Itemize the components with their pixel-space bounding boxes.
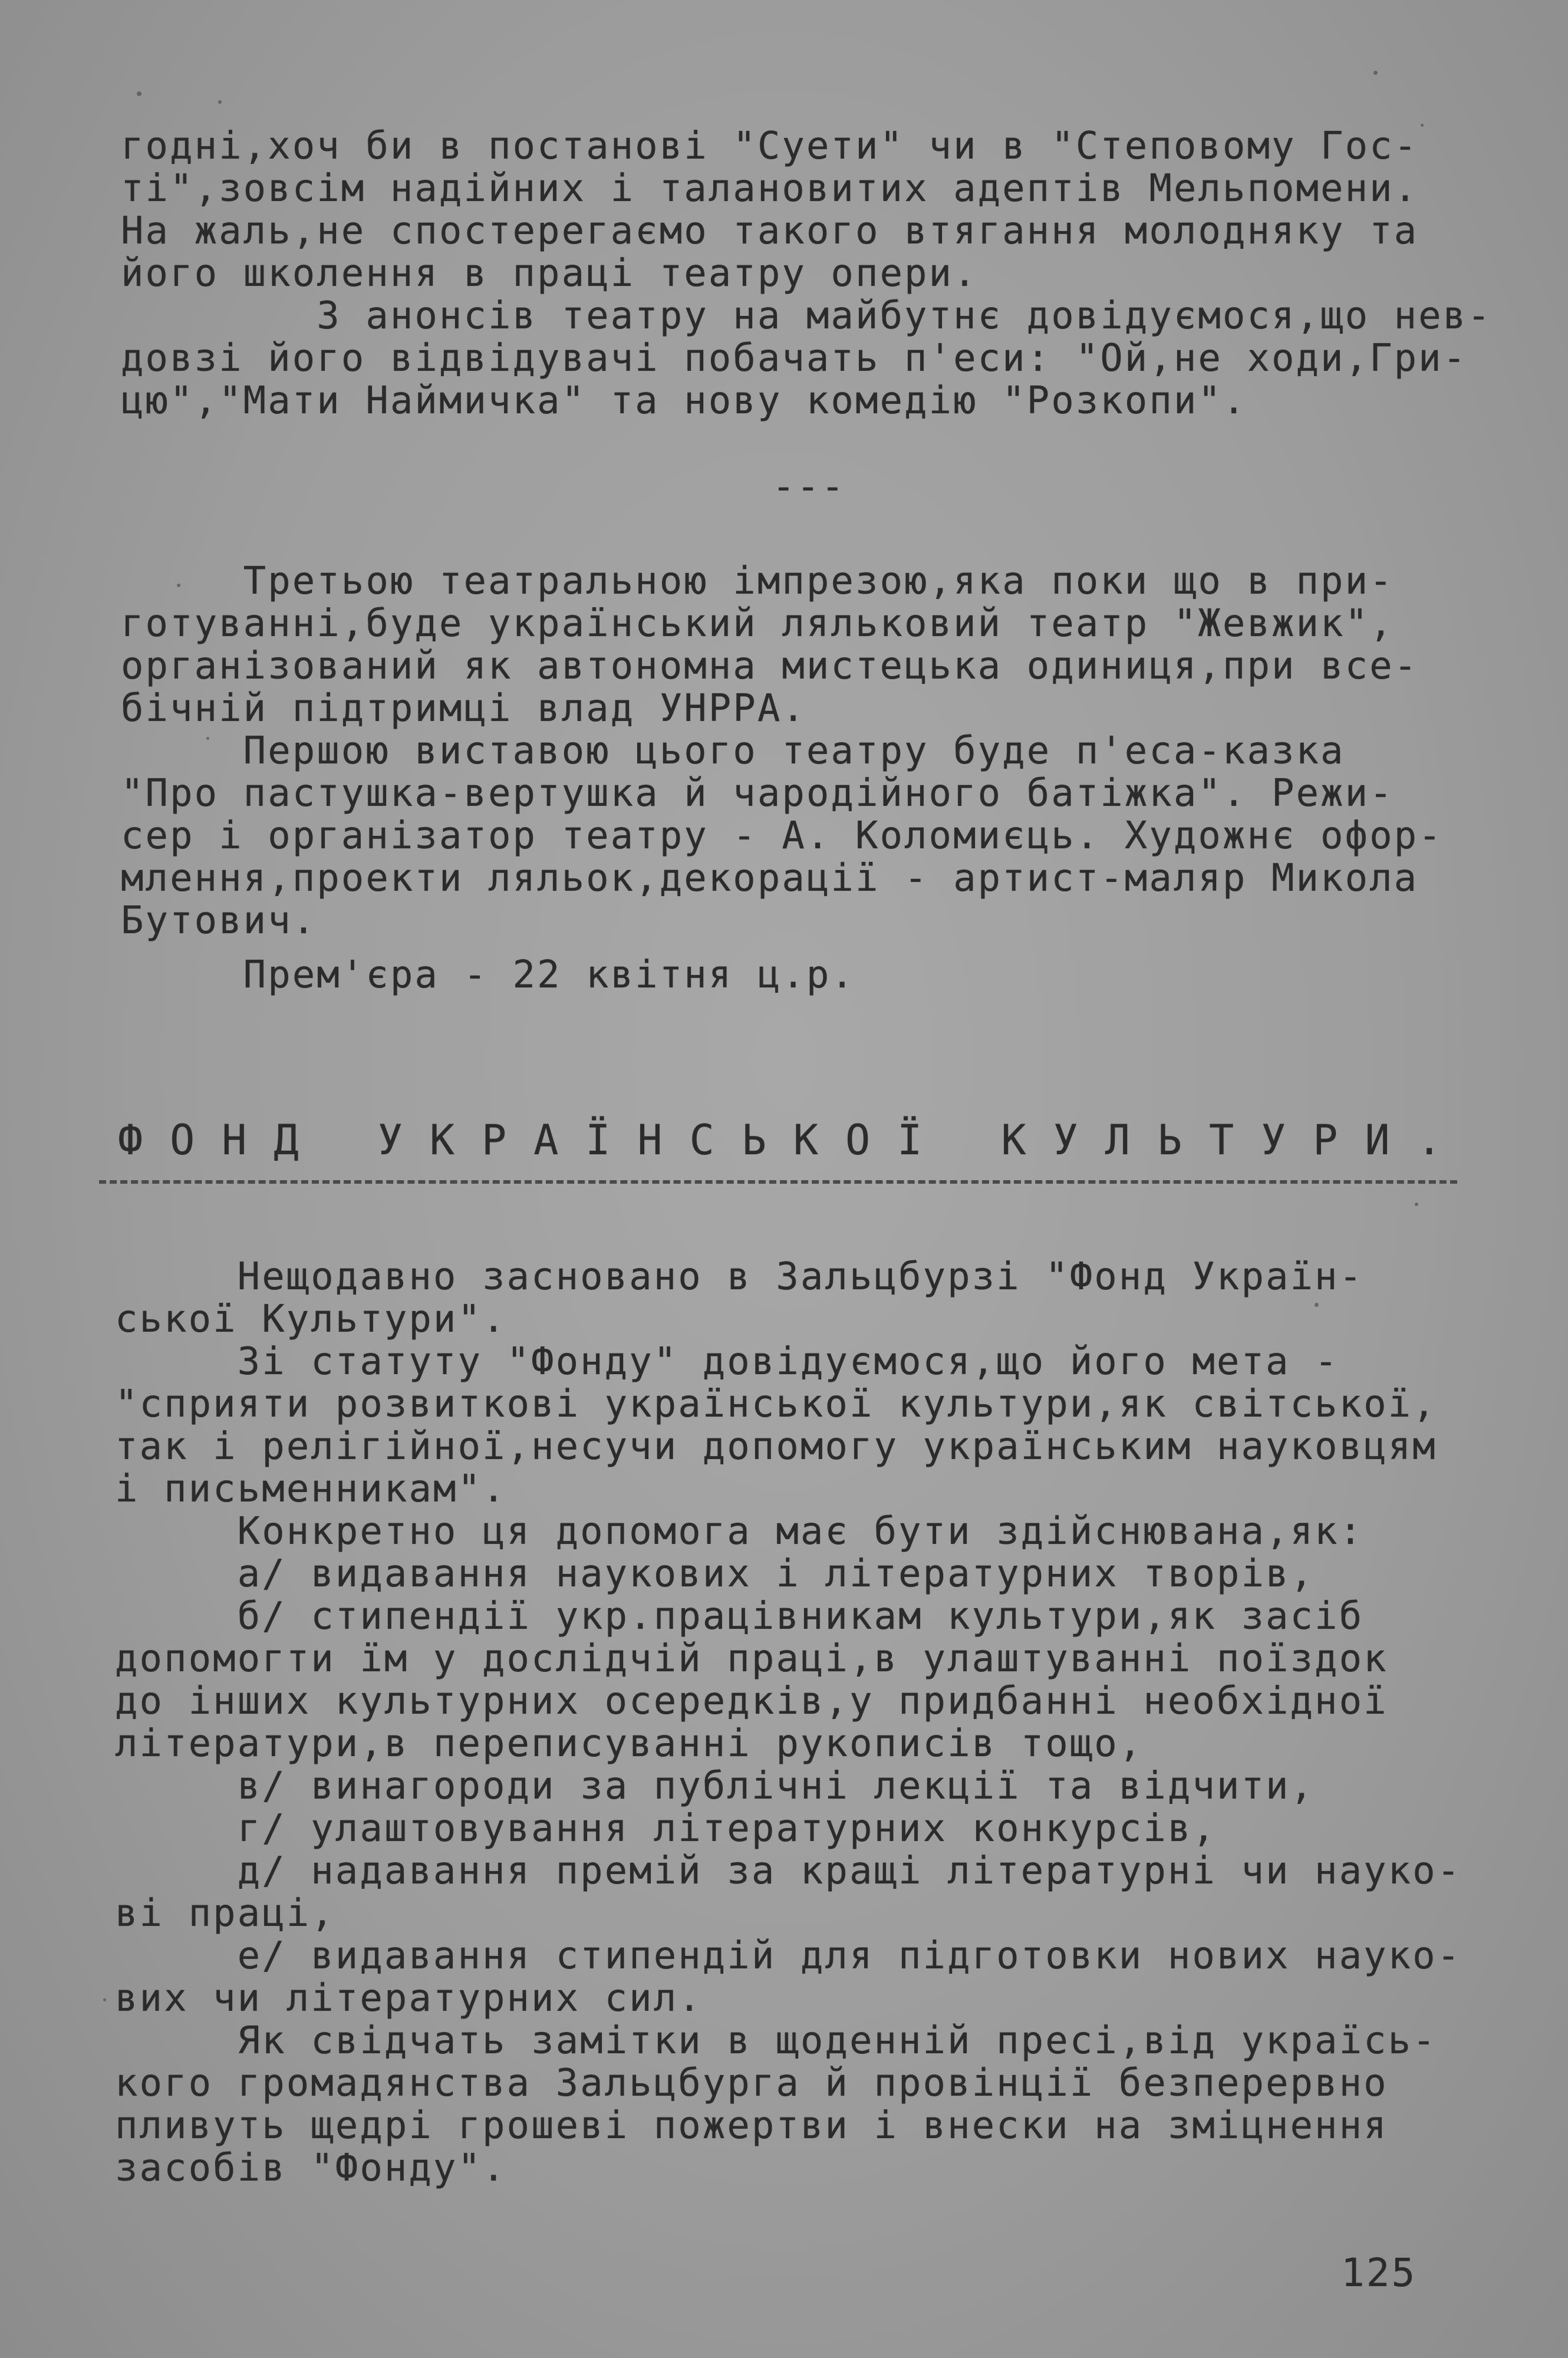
section-separator: --- xyxy=(772,465,846,509)
body-line: кого громадянства Зальцбурга й провінції безперервно xyxy=(115,2061,1388,2105)
page-number: 125 xyxy=(1341,2250,1417,2296)
body-line: Нещодавно засновано в Зальцбурзі "Фонд Україн- xyxy=(115,1255,1364,1299)
body-line: ті",зовсім надійних і талановитих адептів Мельпомени. xyxy=(121,167,1419,210)
body-line: так і релігійної,несучи допомогу українським науковцям xyxy=(115,1425,1437,1468)
body-line: "Про пастушка-вертушка й чародійного батіжка". Режи- xyxy=(121,772,1394,815)
body-line: годні,хоч би в постанові "Суети" чи в "Степовому Гос- xyxy=(121,124,1419,168)
list-item-e: е/ видавання стипендій для підготовки нових науко- xyxy=(115,1934,1462,1978)
body-line: млення,проекти ляльок,декорації - артист-маляр Микола xyxy=(121,857,1419,900)
body-line: "сприяти розвиткові української культури,як світської, xyxy=(115,1382,1437,1426)
body-line: Третьою театральною імпрезою,яка поки що в при- xyxy=(121,559,1394,603)
body-line: його школення в праці театру опери. xyxy=(121,252,978,295)
body-line: Першою виставою цього театру буде п'еса-казка xyxy=(121,729,1345,773)
body-line: З анонсів театру на майбутнє довідуємося,що нев- xyxy=(121,294,1492,338)
body-line: готуванні,буде український ляльковий театр "Жевжик", xyxy=(121,602,1394,646)
list-item-a: а/ видавання наукових і літературних творів, xyxy=(115,1552,1315,1596)
body-line: Як свідчать замітки в щоденній пресі,від україсь- xyxy=(115,2019,1437,2063)
body-line: вих чи літературних сил. xyxy=(115,1977,703,2020)
body-line: ської Культури". xyxy=(115,1297,507,1341)
body-line: ві праці, xyxy=(115,1892,335,1935)
body-line: Прем'єра - 22 квітня ц.р. xyxy=(121,953,855,997)
body-line: допомогти їм у дослідчій праці,в улаштуванні поїздок xyxy=(115,1637,1388,1681)
body-line: організований як автономна мистецька одиниця,при все- xyxy=(121,644,1419,688)
body-line: літератури,в переписуванні рукописів тощо, xyxy=(115,1722,1144,1766)
list-item-d: д/ надавання премій за кращі літературні чи науко- xyxy=(115,1849,1462,1893)
body-line: пливуть щедрі грошеві пожертви і внески на зміцнення xyxy=(115,2104,1388,2148)
body-line: Бутович. xyxy=(121,899,317,943)
body-line: бічній підтримці влад УНРРА. xyxy=(121,687,806,730)
list-item-b: б/ стипендії укр.працівникам культури,як засіб xyxy=(115,1595,1364,1638)
body-line: довзі його відвідувачі побачать п'еси: "Ой,не ходи,Гри- xyxy=(121,337,1468,380)
body-line: сер і організатор театру - А. Коломиєць. Художнє офор- xyxy=(121,814,1443,858)
body-line: і письменникам". xyxy=(115,1467,507,1511)
body-line: Зі статуту "Фонду" довідуємося,що його мета - xyxy=(115,1340,1339,1384)
body-line: цю","Мати Наймичка" та нову комедію "Розкопи". xyxy=(121,379,1247,423)
list-item-g: г/ улаштовування літературних конкурсів, xyxy=(115,1807,1217,1850)
body-line: до інших культурних осередків,у придбанні необхідної xyxy=(115,1679,1388,1723)
list-item-v: в/ винагороди за публічні лекції та відчити, xyxy=(115,1764,1315,1808)
body-line: засобів "Фонду". xyxy=(115,2146,507,2190)
section-heading: ФОНД УКРАЇНСЬКОЇ КУЛЬТУРИ. xyxy=(118,1116,1469,1164)
heading-rule xyxy=(99,1180,1457,1184)
body-line: На жаль,не спостерегаємо такого втягання молодняку та xyxy=(121,209,1419,253)
body-line: Конкретно ця допомога має бути здійснювана,як: xyxy=(115,1510,1364,1553)
